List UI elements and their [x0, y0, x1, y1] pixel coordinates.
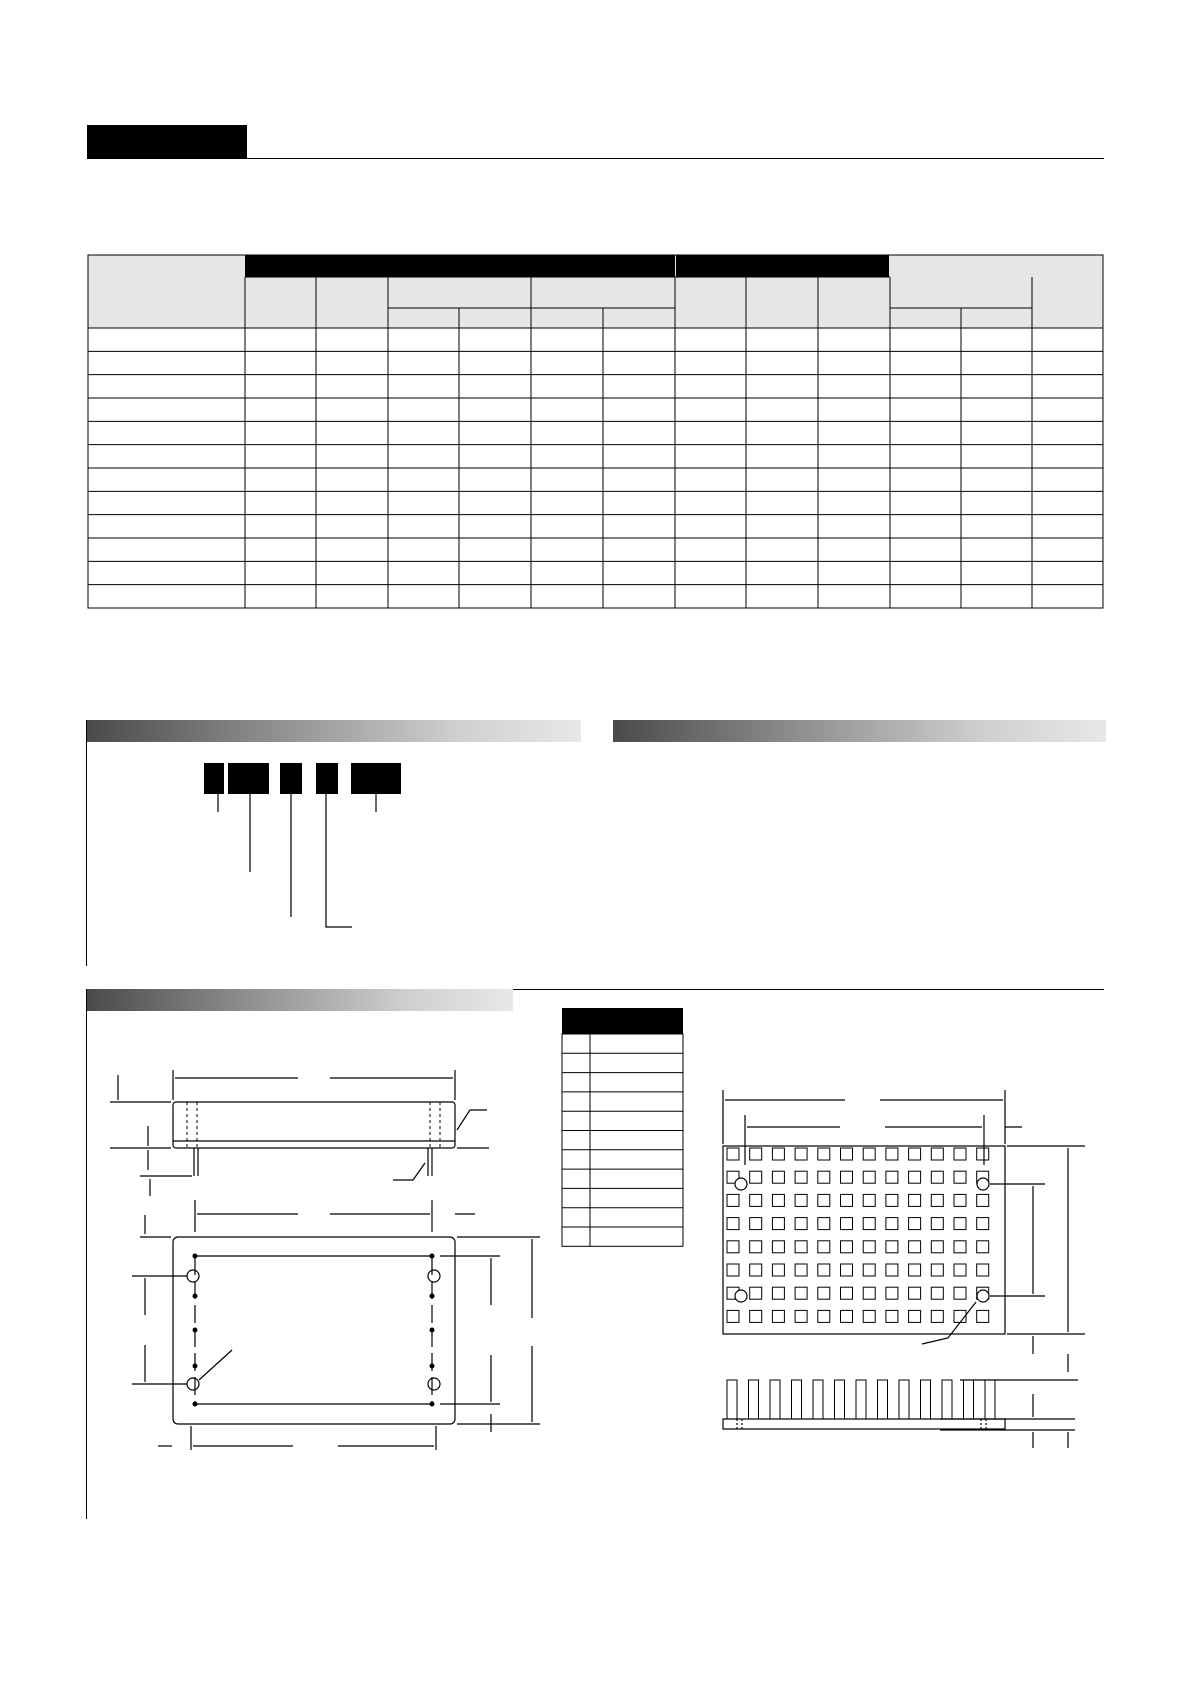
heatsink-pin	[772, 1171, 784, 1183]
heatsink-pin	[727, 1194, 739, 1206]
heatsink-pin	[909, 1287, 921, 1299]
heatsink-pin	[954, 1287, 966, 1299]
heatsink-pin	[931, 1241, 943, 1253]
heatsink-pin	[886, 1194, 898, 1206]
heatsink-fin	[813, 1380, 823, 1419]
heatsink-fin	[835, 1380, 845, 1419]
heatsink-pin	[841, 1218, 853, 1230]
heatsink-pin	[841, 1264, 853, 1276]
heatsink-pin	[727, 1264, 739, 1276]
heatsink-pin	[750, 1241, 762, 1253]
heatsink-pin	[841, 1171, 853, 1183]
heatsink-pin	[818, 1264, 830, 1276]
heatsink-pin	[954, 1148, 966, 1160]
heatsink-pin	[886, 1264, 898, 1276]
heatsink-pin	[818, 1218, 830, 1230]
heatsink-pin	[931, 1171, 943, 1183]
heatsink-mounting-hole	[735, 1178, 747, 1190]
heatsink-pin	[931, 1310, 943, 1322]
heatsink-pin	[909, 1264, 921, 1276]
heatsink-pin	[977, 1194, 989, 1206]
heatsink-pin	[750, 1218, 762, 1230]
heatsink-pin	[909, 1241, 921, 1253]
heatsink-pin	[841, 1194, 853, 1206]
heatsink-pin	[818, 1241, 830, 1253]
heatsink-pin	[931, 1218, 943, 1230]
heatsink-pin	[727, 1241, 739, 1253]
heatsink-pin	[841, 1310, 853, 1322]
heatsink-pin	[954, 1241, 966, 1253]
heatsink-pin	[795, 1264, 807, 1276]
heatsink-pin	[977, 1310, 989, 1322]
heatsink-pin	[886, 1148, 898, 1160]
heatsink-pin	[863, 1264, 875, 1276]
heatsink-pin	[818, 1171, 830, 1183]
heatsink-pin	[772, 1287, 784, 1299]
heatsink-pin	[841, 1241, 853, 1253]
heatsink-pin	[795, 1241, 807, 1253]
heatsink-pin	[727, 1310, 739, 1322]
heatsink-pin	[954, 1218, 966, 1230]
heatsink-pin	[841, 1287, 853, 1299]
heatsink-pin	[772, 1310, 784, 1322]
heatsink-pin	[909, 1310, 921, 1322]
heatsink-pin	[886, 1218, 898, 1230]
heatsink-pin	[931, 1148, 943, 1160]
heatsink-pin	[772, 1148, 784, 1160]
heatsink-pin	[886, 1241, 898, 1253]
heatsink-pin	[841, 1148, 853, 1160]
heatsink-pin	[795, 1194, 807, 1206]
heatsink-pin	[772, 1194, 784, 1206]
heatsink-pin	[886, 1287, 898, 1299]
heatsink-pin	[818, 1287, 830, 1299]
heatsink-fin	[921, 1380, 931, 1419]
heatsink-fin	[899, 1380, 909, 1419]
heatsink-pin	[886, 1310, 898, 1322]
heatsink-pin	[977, 1218, 989, 1230]
heatsink-mounting-hole	[977, 1290, 989, 1302]
heatsink-pin	[863, 1310, 875, 1322]
heatsink-pin	[863, 1148, 875, 1160]
heatsink-pin	[727, 1218, 739, 1230]
heatsink-pin	[750, 1171, 762, 1183]
heatsink-pin	[795, 1287, 807, 1299]
heatsink-fin	[985, 1380, 995, 1419]
heatsink-fin	[749, 1380, 759, 1419]
heatsink-pin	[909, 1171, 921, 1183]
heatsink-fin	[727, 1380, 737, 1419]
heatsink-mounting-hole	[977, 1178, 989, 1190]
heatsink-pin	[863, 1218, 875, 1230]
heatsink-pin	[750, 1310, 762, 1322]
heatsink-mounting-hole	[735, 1290, 747, 1302]
heatsink-pin	[727, 1148, 739, 1160]
heatsink-pin	[909, 1218, 921, 1230]
heatsink-pin	[863, 1194, 875, 1206]
heatsink-pin	[795, 1310, 807, 1322]
heatsink-pin	[818, 1310, 830, 1322]
heatsink-pin	[750, 1148, 762, 1160]
heatsink-pin	[931, 1194, 943, 1206]
heatsink-pin	[750, 1264, 762, 1276]
heatsink-fin	[856, 1380, 866, 1419]
heatsink-pin	[954, 1194, 966, 1206]
heatsink-fin	[942, 1380, 952, 1419]
heatsink-fin	[878, 1380, 888, 1419]
heatsink-pin	[909, 1148, 921, 1160]
heatsink-pin	[795, 1218, 807, 1230]
heatsink-pin	[977, 1148, 989, 1160]
heatsink-pin	[818, 1194, 830, 1206]
heatsink-pin	[795, 1171, 807, 1183]
heatsink-fin	[792, 1380, 802, 1419]
heatsink-pin	[909, 1194, 921, 1206]
heatsink-pin	[772, 1264, 784, 1276]
heatsink-pin	[750, 1287, 762, 1299]
heatsink-pin	[931, 1287, 943, 1299]
heatsink-pin	[977, 1241, 989, 1253]
heatsink-pin	[818, 1148, 830, 1160]
heatsink-pin	[863, 1171, 875, 1183]
heatsink-pin	[977, 1264, 989, 1276]
heatsink-fin	[964, 1380, 974, 1419]
heatsink-pin	[863, 1287, 875, 1299]
heatsink-pin	[750, 1194, 762, 1206]
heatsink-pin	[772, 1241, 784, 1253]
heatsink-pin	[886, 1171, 898, 1183]
heatsink-pin	[954, 1264, 966, 1276]
heatsink-pin	[931, 1264, 943, 1276]
heatsink-pin	[772, 1218, 784, 1230]
heatsink-pin	[863, 1241, 875, 1253]
heatsink-fin	[770, 1380, 780, 1419]
heatsink-pin	[795, 1148, 807, 1160]
heatsink-pin	[954, 1171, 966, 1183]
